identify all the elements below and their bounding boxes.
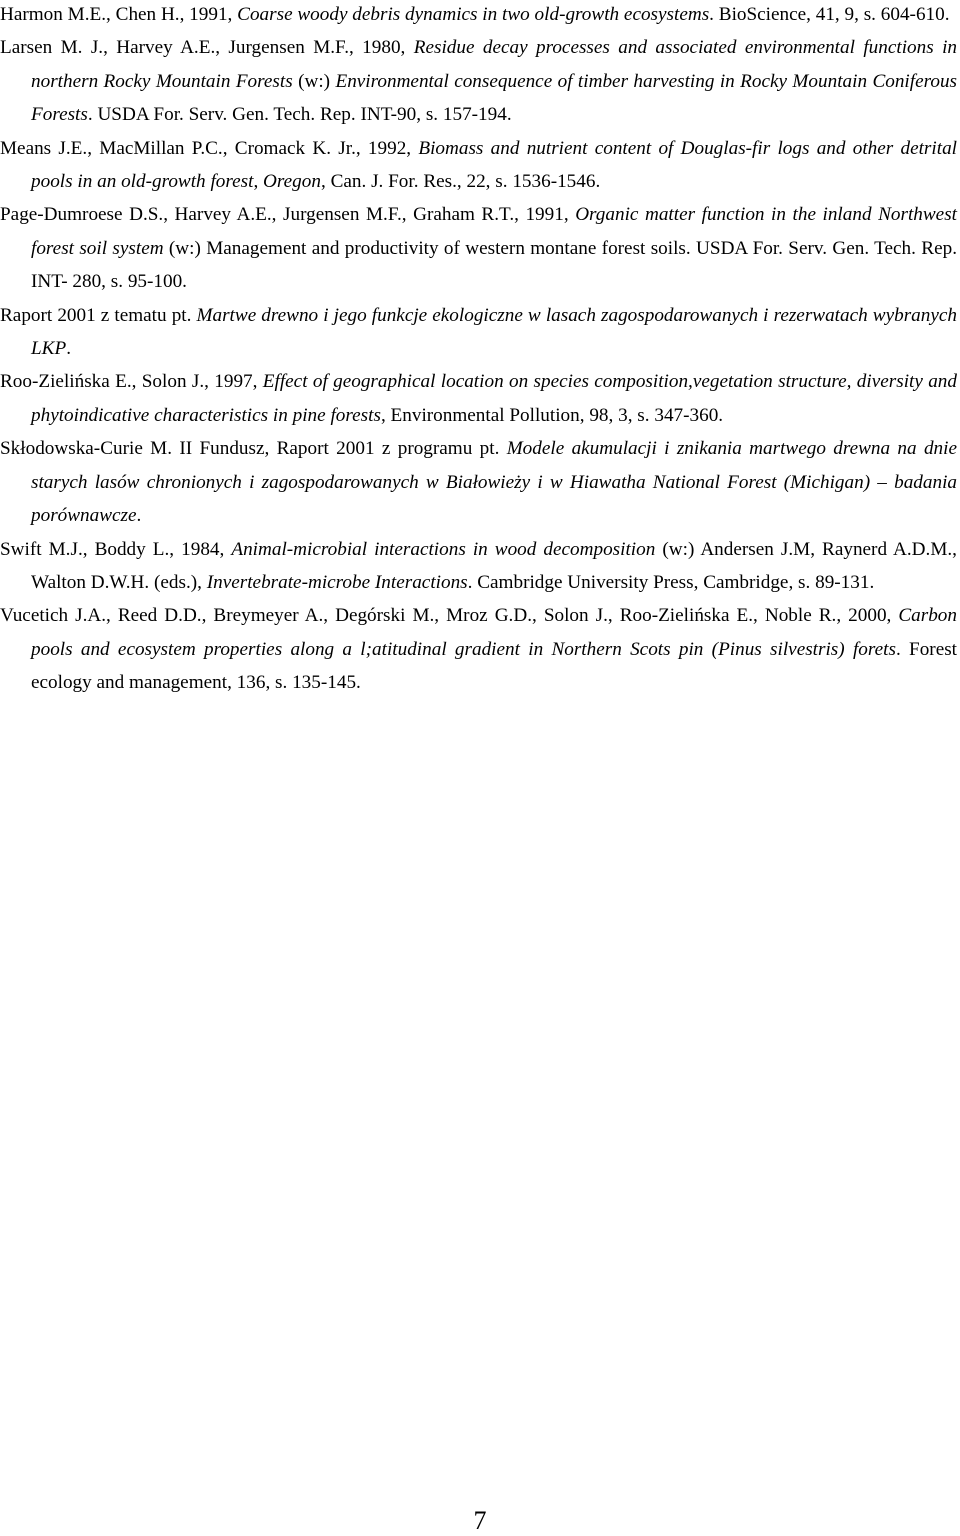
reference-text: . <box>136 505 142 527</box>
reference-title: Carbon pools and ecosystem properties along a l;atitudinal gradient in Northern Scots pin (Pinus silvestris) forets <box>31 605 957 660</box>
reference-text: Swift M.J., Boddy L., 1984, <box>0 538 232 560</box>
reference-entry <box>0 31 957 131</box>
reference-text: , Environmental Pollution, 98, 3, s. 347-360. <box>380 404 724 426</box>
reference-entry <box>0 365 957 432</box>
reference-text: Roo-Zielińska E., Solon J., 1997, <box>0 371 263 393</box>
reference-title: Environmental consequence of timber harvesting in Rocky Mountain Coniferous Forests <box>31 70 958 126</box>
reference-entry <box>0 299 957 366</box>
reference-text: Means J.E., MacMillan P.C., Cromack K. Jr., 1992, <box>0 137 419 159</box>
reference-entry <box>0 132 957 199</box>
reference-entry <box>0 198 957 298</box>
reference-text: Raport 2001 z tematu pt. <box>0 304 197 326</box>
reference-text: . USDA For. Serv. Gen. Tech. Rep. INT-90, s. 157-194. <box>87 104 512 126</box>
reference-title: Organic matter function in the inland Northwest forest soil system <box>31 204 957 259</box>
reference-title: Animal-microbial interactions in wood decomposition <box>231 538 656 560</box>
reference-text: Harmon M.E., Chen H., 1991, <box>0 4 238 25</box>
reference-text: . BioScience, 41, 9, s. 604-610. <box>709 4 950 25</box>
reference-text: Page-Dumroese D.S., Harvey A.E., Jurgensen M.F., Graham R.T., 1991, <box>0 204 576 226</box>
reference-text: (w:) Management and productivity of western montane forest soils. USDA For. Serv. Gen. Tech. Rep. INT- 280, s. 95-100. <box>31 237 957 293</box>
reference-entry <box>0 599 957 699</box>
reference-entry <box>0 533 957 600</box>
reference-title: Effect of geographical location on species composition,vegetation structure, diversity and phytoindicative characteristics in pine forests <box>31 371 957 426</box>
reference-title: Martwe drewno i jego funkcje ekologiczne w lasach zagospodarowanych i rezerwatach wybranych LKP <box>31 304 957 360</box>
reference-entry <box>0 0 957 31</box>
reference-title: Invertebrate-microbe Interactions <box>206 571 468 593</box>
reference-text: Skłodowska-Curie M. II Fundusz, Raport 2001 z programu pt. <box>0 438 507 460</box>
reference-text: Larsen M. J., Harvey A.E., Jurgensen M.F., 1980, <box>0 37 414 59</box>
reference-title: Residue decay processes and associated environmental functions in northern Rocky Mountain Forests <box>31 37 957 92</box>
reference-text: . <box>66 338 71 360</box>
reference-text: , Can. J. For. Res., 22, s. 1536-1546. <box>320 171 601 193</box>
reference-list <box>0 0 957 700</box>
reference-text: (w:) Andersen J.M, Raynerd A.D.M., Walton D.W.H. (eds.), <box>31 538 957 593</box>
reference-title: Coarse woody debris dynamics in two old-growth ecosystems <box>237 4 710 25</box>
reference-text: , <box>253 171 264 193</box>
page-number: 7 <box>473 1506 487 1535</box>
reference-text: . Forest ecology and management, 136, s. 135-145. <box>31 638 958 694</box>
reference-text: Vucetich J.A., Reed D.D., Breymeyer A., Degórski M., Mroz G.D., Solon J., Roo-Zielińska E., Noble R., 2000, <box>0 605 899 627</box>
reference-title: Modele akumulacji i znikania martwego drewna na dnie starych lasów chronionych i zagospodarowanych w Białowieży i w Hiawatha National Forest (Michigan) – badania porównawcze <box>31 438 957 527</box>
reference-text: . Cambridge University Press, Cambridge, s. 89-131. <box>467 571 875 593</box>
reference-text: (w:) <box>292 70 336 92</box>
reference-entry <box>0 432 957 532</box>
reference-title: Biomass and nutrient content of Douglas-fir logs and other detrital pools in an old-growth forest <box>31 137 957 193</box>
reference-title: Oregon <box>263 171 321 193</box>
